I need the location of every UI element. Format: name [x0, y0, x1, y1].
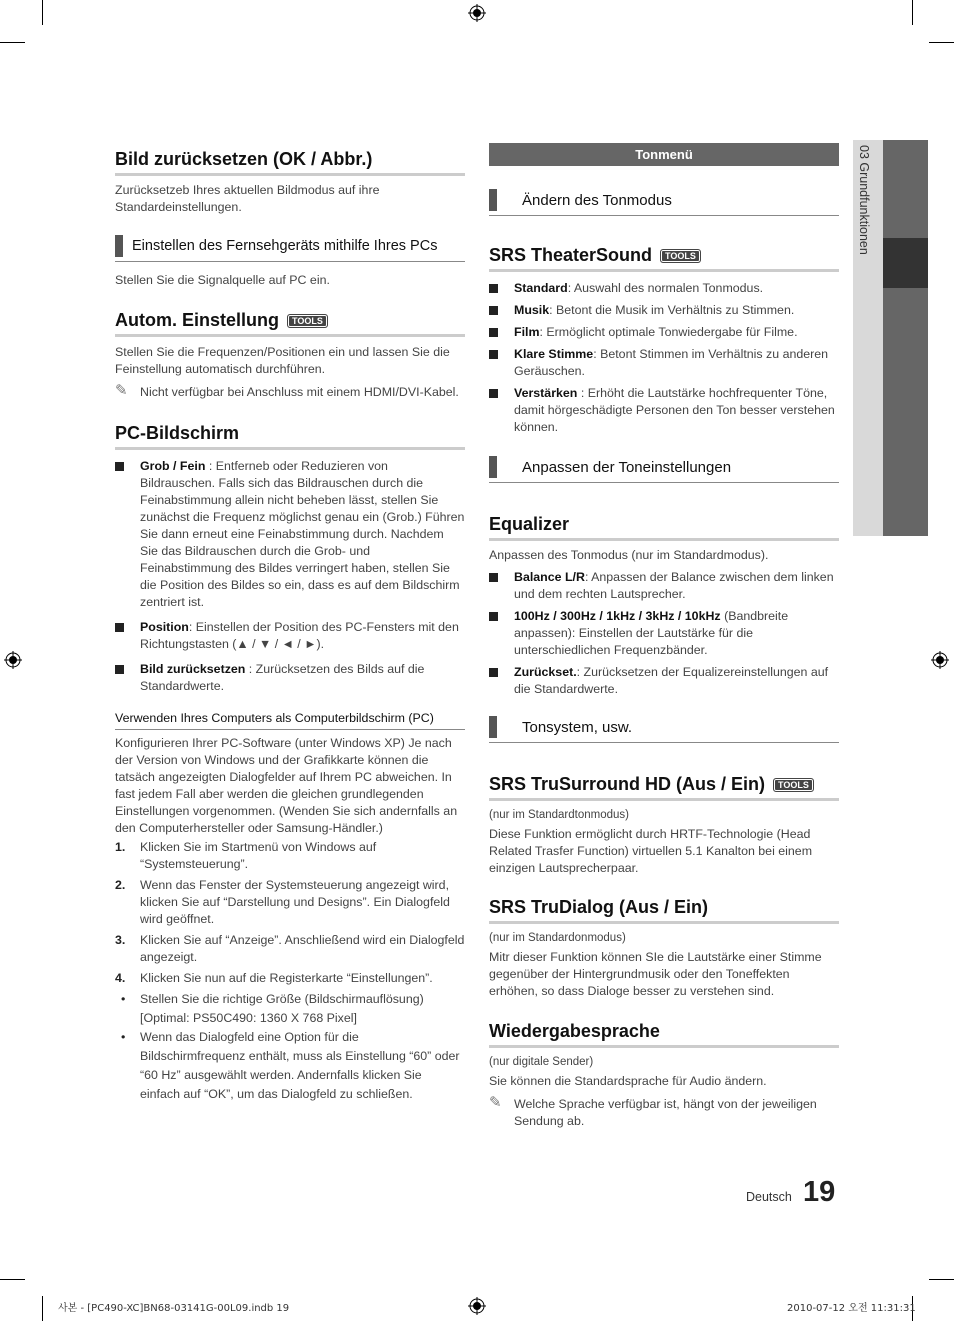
bullet-square-icon: [489, 328, 498, 337]
registration-mark-icon: [468, 1297, 486, 1315]
list-item: Zurückset.: Zurücksetzen der Equalizereinstellungen auf die Standardwerte.: [489, 664, 839, 698]
section-body: Diese Funktion ermöglicht durch HRTF-Technologie (Head Related Trasfer Function) virtuellen 5.1 Kanalton bei einem einzigen Lautsprecherpaar.: [489, 827, 813, 875]
heading-bar: [489, 716, 497, 738]
bullet-dot-icon: •: [121, 1030, 126, 1044]
heading-bar: [489, 456, 497, 478]
subsection-title: Verwenden Ihres Computers als Computerbildschirm (PC): [115, 711, 465, 730]
heading-bar: [489, 189, 497, 211]
section-trudialog: [489, 897, 839, 1000]
bullet-square-icon: [115, 623, 124, 632]
bullet-square-icon: [489, 350, 498, 359]
tools-icon: TOOLS: [773, 778, 814, 792]
section-srs-theater: [489, 245, 839, 436]
right-column: [489, 143, 839, 1130]
section-title: Equalizer: [489, 514, 839, 541]
bullet-dot-icon: •: [121, 992, 126, 1006]
menu-banner: Tonmenü: [489, 143, 839, 166]
note: ✎ Nicht verfügbar bei Anschluss mit einem HDMI/DVI-Kabel.: [115, 382, 459, 399]
subsection-title: Tonsystem, usw.: [489, 714, 839, 743]
section-title: PC-Bildschirm: [115, 423, 465, 450]
list-item: Standard: Auswahl des normalen Tonmodus.: [489, 280, 839, 297]
step-item: 1. Klicken Sie im Startmenü von Windows auf “Systemsteuerung”.: [115, 840, 377, 871]
subsection-title: Anpassen der Toneinstellungen: [489, 454, 839, 483]
list-item: Grob / Fein : Entferneb oder Reduzieren von Bildrauschen. Falls sich das Bildrauschen durch die Feinabstimmung allein nicht beheben lässt, stellen Sie zunächst die Frequenz möglichst genau ein (Grob.) Führen Sie dann erneut eine Feinabstimmung durch. Nachdem Sie das Bildrauschen durch die Grob- und Feinabstimmung des Bildes verringert haben, stellen Sie die Position des Bildes so ein, dass es auf dem Bildschirm zentriert ist.: [115, 458, 465, 611]
list-item: Bild zurücksetzen : Zurücksetzen des Bilds auf die Standardwerte.: [115, 661, 465, 695]
section-title: SRS TheaterSound TOOLS: [489, 245, 839, 272]
list-item: Position: Einstellen der Position des PC-Fensters mit den Richtungstasten (▲ / ▼ / ◄ / ►).: [115, 619, 465, 653]
section-body: Stellen Sie die Frequenzen/Positionen ein und lassen Sie die Feinstellung automatisch durchführen.: [115, 345, 450, 376]
section-change-mode: [489, 187, 839, 216]
subsection-title: Einstellen des Fernsehgeräts mithilfe Ihres PCs: [115, 233, 465, 262]
heading-bar: [115, 235, 123, 257]
section-computer: [115, 711, 465, 1104]
tools-icon: TOOLS: [660, 249, 701, 263]
section-body: Sie können die Standardsprache für Audio ändern.: [489, 1074, 767, 1088]
registration-mark-icon: [931, 651, 949, 669]
registration-mark-icon: [468, 4, 486, 22]
step-item: 3. Klicken Sie auf “Anzeige”. Anschließend wird ein Dialogfeld angezeigt.: [115, 933, 465, 964]
crop-mark: [912, 0, 913, 25]
section-body: Anpassen des Tonmodus (nur im Standardmodus).: [489, 548, 769, 562]
page-language: Deutsch: [746, 1190, 792, 1204]
registration-mark-icon: [4, 651, 22, 669]
list-item: Balance L/R: Anpassen der Balance zwischen dem linken und dem rechten Lautsprecher.: [489, 569, 839, 603]
section-equalizer: [489, 514, 839, 698]
section-adjust: [489, 454, 839, 483]
section-title: SRS TruSurround HD (Aus / Ein) TOOLS: [489, 774, 839, 801]
section-auto: [115, 310, 465, 401]
crop-mark: [42, 0, 43, 25]
section-tonsystem: [489, 714, 839, 743]
crop-mark: [929, 1279, 954, 1280]
chapter-tab-dark: [883, 140, 928, 536]
chapter-tab-marker: [883, 238, 928, 288]
note-pencil-icon: ✎: [115, 382, 128, 399]
list-item: Film: Ermöglicht optimale Tonwiedergabe für Filme.: [489, 324, 839, 341]
section-language: [489, 1021, 839, 1130]
bullet-square-icon: [115, 462, 124, 471]
section-title: Bild zurücksetzen (OK / Abbr.): [115, 149, 465, 176]
crop-mark: [0, 1279, 25, 1280]
list-item: Musik: Betont die Musik im Verhältnis zu Stimmen.: [489, 302, 839, 319]
bullet-square-icon: [489, 306, 498, 315]
step-item: 4. Klicken Sie nun auf die Registerkarte “Einstellungen”.: [115, 971, 433, 985]
subsection-title: Ändern des Tonmodus: [489, 187, 839, 216]
list-item: • Stellen Sie die richtige Größe (Bildschirmauflösung) [Optimal: PS50C490: 1360 X 768 Pixel]: [121, 992, 424, 1025]
bullet-square-icon: [489, 573, 498, 582]
note-pencil-icon: ✎: [489, 1094, 502, 1111]
bullet-square-icon: [489, 668, 498, 677]
crop-mark: [929, 42, 954, 43]
list-item: Klare Stimme: Betont Stimmen im Verhältnis zu anderen Geräuschen.: [489, 346, 839, 380]
list-item: Verstärken : Erhöht die Lautstärke hochfrequenter Töne, damit hörgeschädigte Personen den Ton besser verstehen können.: [489, 385, 839, 436]
bullet-square-icon: [489, 284, 498, 293]
section-body: Konfigurieren Ihrer PC-Software (unter Windows XP) Je nach der Version von Windows und der Grafikkarte können die tatsäch angezeigten Dialogfelder auf Ihrem PC abweichen. In fast jedem Fall aber werden die gleichen grundlegenden Einstellungen vorgenommen. (Wenden Sie sich andernfalls an den Computerhersteller oder Samsung-Händler.): [115, 736, 458, 835]
section-trusurround: [489, 774, 839, 877]
note: ✎ Welche Sprache verfügbar ist, hängt von der jeweiligen Sendung ab.: [489, 1094, 817, 1128]
page-number: 19: [803, 1176, 836, 1208]
list-item: 100Hz / 300Hz / 1kHz / 3kHz / 10kHz (Bandbreite anpassen): Einstellen der Lautstärke für die unterschiedlichen Frequenzbänder.: [489, 608, 839, 659]
crop-mark: [42, 1296, 43, 1321]
list-item: • Wenn das Dialogfeld eine Option für die Bildschirmfrequenz enthält, muss als Einstellung “60” oder “60 Hz” ausgewählt werden. Andernfalls klicken Sie einfach auf “OK”, um das Dialogfeld zu schließen.: [121, 1030, 460, 1101]
section-title: Wiedergabesprache: [489, 1021, 839, 1048]
print-footer-date: 2010-07-12 오전 11:31:31: [787, 1303, 916, 1314]
section-note: (nur im Standardtonmodus): [489, 809, 629, 821]
section-setup-pc: [115, 233, 465, 289]
tools-icon: TOOLS: [287, 314, 328, 328]
bullet-square-icon: [489, 389, 498, 398]
section-title: SRS TruDialog (Aus / Ein): [489, 897, 839, 924]
chapter-tab-label: 03 Grundfunktionen: [857, 145, 871, 255]
bullet-square-icon: [115, 665, 124, 674]
section-pc-screen: [115, 423, 465, 695]
left-column: [115, 143, 465, 1104]
step-item: 2. Wenn das Fenster der Systemsteuerung angezeigt wird, klicken Sie auf “Darstellung und Designs”. Ein Dialogfeld wird geöffnet.: [115, 878, 450, 926]
bullet-square-icon: [489, 612, 498, 621]
section-reset: [115, 149, 465, 216]
print-footer-file: 사본 - [PC490-XC]BN68-03141G-00L09.indb 19: [58, 1303, 290, 1314]
section-body: Stellen Sie die Signalquelle auf PC ein.: [115, 273, 330, 287]
section-note: (nur im Standardonmodus): [489, 932, 626, 944]
section-note: (nur digitale Sender): [489, 1056, 594, 1068]
section-title: Autom. Einstellung TOOLS: [115, 310, 465, 337]
crop-mark: [0, 42, 25, 43]
section-body: Zurücksetzeb Ihres aktuellen Bildmodus auf ihre Standardeinstellungen.: [115, 183, 380, 214]
section-body: Mitr dieser Funktion können SIe die Lautstärke einer Stimme gegenüber der Hintergrundmusik oder den Toneffekten erhöhen, so dass Dialoge besser zu verstehen sind.: [489, 950, 822, 998]
